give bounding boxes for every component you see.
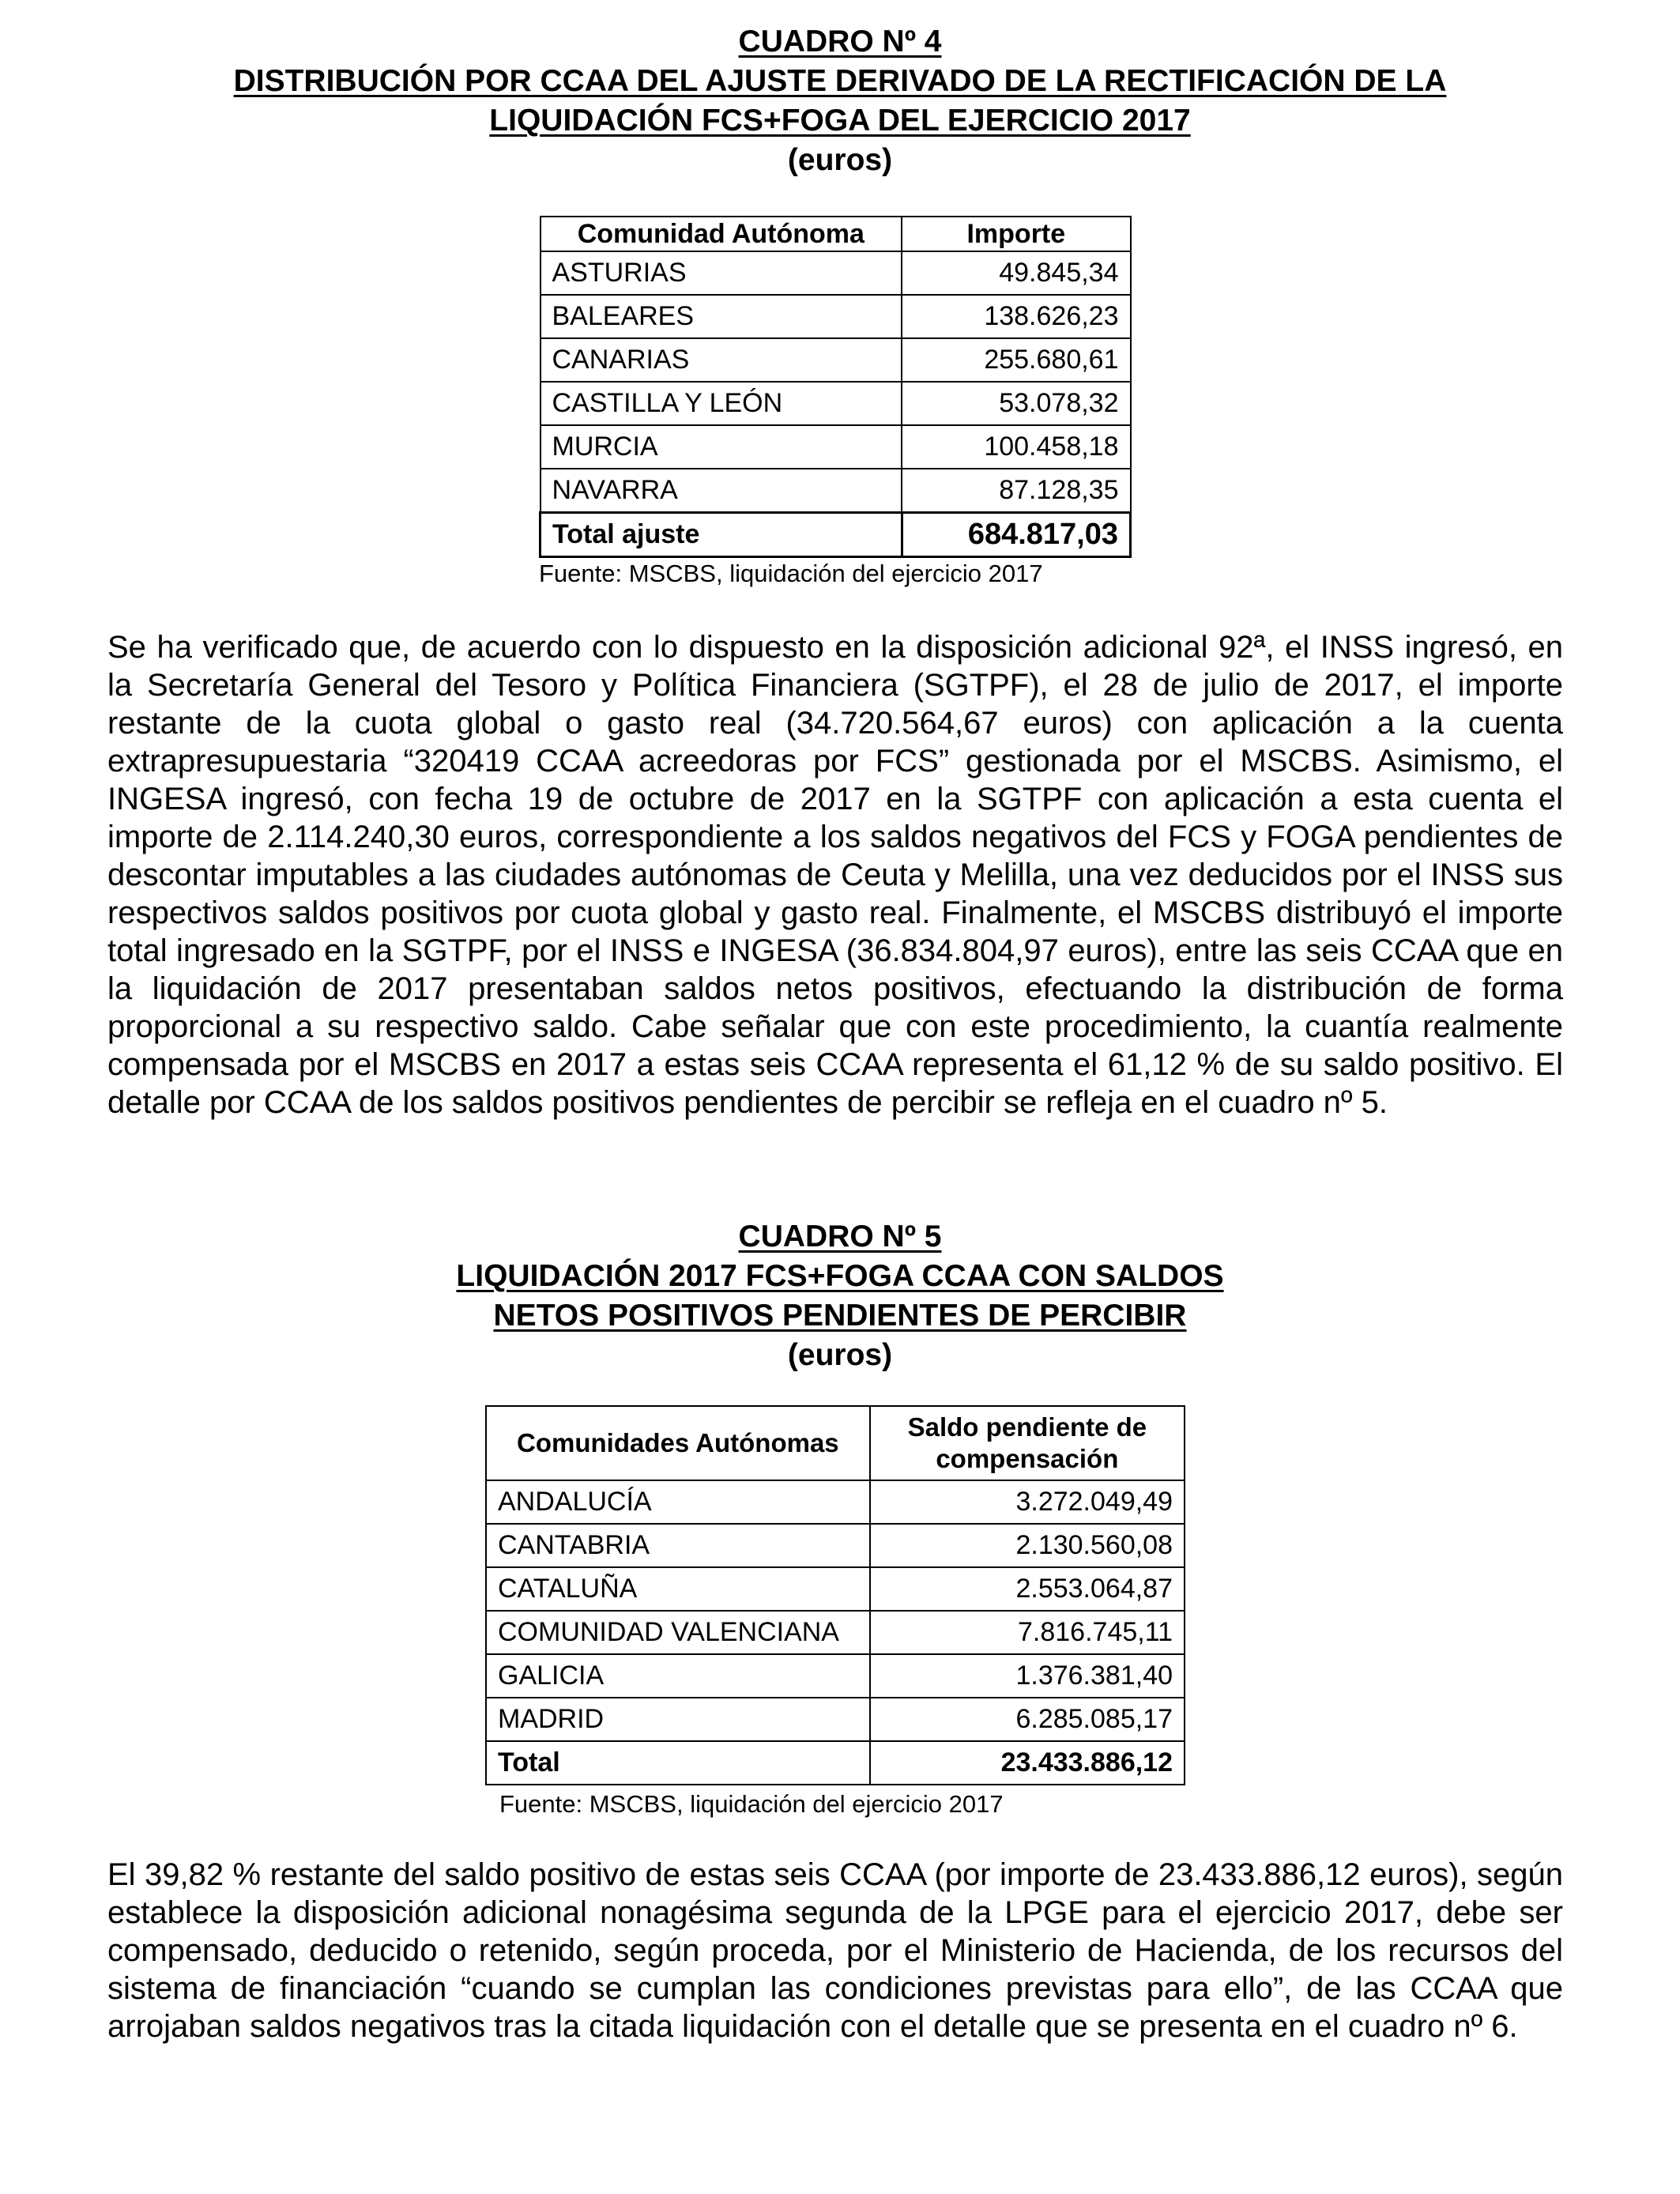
table-row xyxy=(541,469,1131,513)
cuadro5-heading xyxy=(0,1217,1680,1375)
cuadro4-units: (euros) xyxy=(787,143,893,177)
row-value: 49.845,34 xyxy=(902,251,1130,295)
table-row xyxy=(541,251,1131,295)
cuadro5-title-line: NETOS POSITIVOS PENDIENTES DE PERCIBIR xyxy=(493,1299,1187,1333)
row-value: 87.128,35 xyxy=(902,469,1130,513)
total-value: 684.817,03 xyxy=(902,513,1130,557)
row-name: ANDALUCÍA xyxy=(486,1480,870,1524)
table-row xyxy=(486,1654,1185,1698)
table-row xyxy=(486,1480,1185,1524)
row-value: 138.626,23 xyxy=(902,295,1130,338)
table-row xyxy=(541,295,1131,338)
table-row xyxy=(486,1698,1185,1741)
row-value: 255.680,61 xyxy=(902,338,1130,382)
header-saldo: Saldo pendiente de compensación xyxy=(870,1406,1185,1480)
cuadro5-table xyxy=(485,1405,1185,1785)
body-paragraph-2: El 39,82 % restante del saldo positivo de estas seis CCAA (por importe de 23.433.886,12 euros), según establece la disposición adicional nonagésima segunda de la LPGE para el ejercicio 2017, debe ser compensado, deducido o retenido, según proceda, por el Ministerio de Hacienda, de los recursos del sistema de financiación “cuando se cumplan las condiciones previstas para ello”, de las CCAA que arrojaban saldos negativos tras la citada liquidación con el detalle que se presenta en el cuadro nº 6. xyxy=(107,1857,1563,2044)
table-row xyxy=(486,1567,1185,1611)
table-row xyxy=(541,425,1131,469)
cuadro4-title-line: DISTRIBUCIÓN POR CCAA DEL AJUSTE DERIVADO DE LA RECTIFICACIÓN DE LA xyxy=(233,64,1447,98)
cuadro4-table xyxy=(539,216,1132,558)
row-value: 6.285.085,17 xyxy=(870,1698,1185,1741)
total-label: Total xyxy=(486,1741,870,1785)
cuadro5-units: (euros) xyxy=(787,1338,893,1372)
row-name: NAVARRA xyxy=(541,469,902,513)
cuadro4-title-line: CUADRO Nº 4 xyxy=(738,25,942,58)
row-name: CATALUÑA xyxy=(486,1567,870,1611)
row-value: 53.078,32 xyxy=(902,382,1130,425)
body-paragraph-1: Se ha verificado que, de acuerdo con lo dispuesto en la disposición adicional 92ª, el INSS ingresó, en la Secretaría General del Tesoro y Política Financiera (SGTPF), el 28 de julio de 2017, el importe restante de la cuota global o gasto real (34.720.564,67 euros) con aplicación a la cuenta extrapresupuestaria “320419 CCAA acreedoras por FCS” gestionada por el MSCBS. Asimismo, el INGESA ingresó, con fecha 19 de octubre de 2017 en la SGTPF con aplicación a esta cuenta el importe de 2.114.240,30 euros, correspondiente a los saldos negativos del FCS y FOGA pendientes de descontar imputables a las ciudades autónomas de Ceuta y Melilla, una vez deducidos por el INSS sus respectivos saldos positivos por cuota global y gasto real. Finalmente, el MSCBS distribuyó el importe total ingresado en la SGTPF, por el INSS e INGESA (36.834.804,97 euros), entre las seis CCAA que en la liquidación de 2017 presentaban saldos netos positivos, efectuando la distribución de forma proporcional a su respectivo saldo. Cabe señalar que con este procedimiento, la cuantía realmente compensada por el MSCBS en 2017 a estas seis CCAA representa el 61,12 % de su saldo positivo. El detalle por CCAA de los saldos positivos pendientes de percibir se refleja en el cuadro nº 5. xyxy=(107,630,1563,1120)
total-label: Total ajuste xyxy=(541,513,902,557)
header-comunidades: Comunidades Autónomas xyxy=(486,1406,870,1480)
cuadro5-title-line: LIQUIDACIÓN 2017 FCS+FOGA CCAA CON SALDOS xyxy=(456,1259,1224,1293)
header-importe: Importe xyxy=(902,217,1130,251)
row-name: BALEARES xyxy=(541,295,902,338)
table-row xyxy=(486,1524,1185,1567)
row-value: 100.458,18 xyxy=(902,425,1130,469)
table-header-row xyxy=(541,217,1131,251)
row-name: CASTILLA Y LEÓN xyxy=(541,382,902,425)
row-value: 1.376.381,40 xyxy=(870,1654,1185,1698)
row-name: MURCIA xyxy=(541,425,902,469)
row-name: CANARIAS xyxy=(541,338,902,382)
cuadro4-title-line: LIQUIDACIÓN FCS+FOGA DEL EJERCICIO 2017 xyxy=(489,104,1191,138)
total-value: 23.433.886,12 xyxy=(870,1741,1185,1785)
row-name: MADRID xyxy=(486,1698,870,1741)
cuadro5-source: Fuente: MSCBS, liquidación del ejercicio 2017 xyxy=(499,1790,1004,1818)
row-value: 2.553.064,87 xyxy=(870,1567,1185,1611)
row-value: 2.130.560,08 xyxy=(870,1524,1185,1567)
row-name: GALICIA xyxy=(486,1654,870,1698)
row-name: CANTABRIA xyxy=(486,1524,870,1567)
table-row xyxy=(486,1611,1185,1654)
total-row xyxy=(541,513,1131,557)
total-row xyxy=(486,1741,1185,1785)
row-name: COMUNIDAD VALENCIANA xyxy=(486,1611,870,1654)
header-comunidad: Comunidad Autónoma xyxy=(541,217,902,251)
row-value: 7.816.745,11 xyxy=(870,1611,1185,1654)
cuadro4-source: Fuente: MSCBS, liquidación del ejercicio 2017 xyxy=(539,560,1043,587)
table-header-row xyxy=(486,1406,1185,1480)
row-name: ASTURIAS xyxy=(541,251,902,295)
row-value: 3.272.049,49 xyxy=(870,1480,1185,1524)
table-row xyxy=(541,338,1131,382)
table-row xyxy=(541,382,1131,425)
cuadro5-title-line: CUADRO Nº 5 xyxy=(738,1220,942,1253)
cuadro4-heading xyxy=(0,22,1680,180)
